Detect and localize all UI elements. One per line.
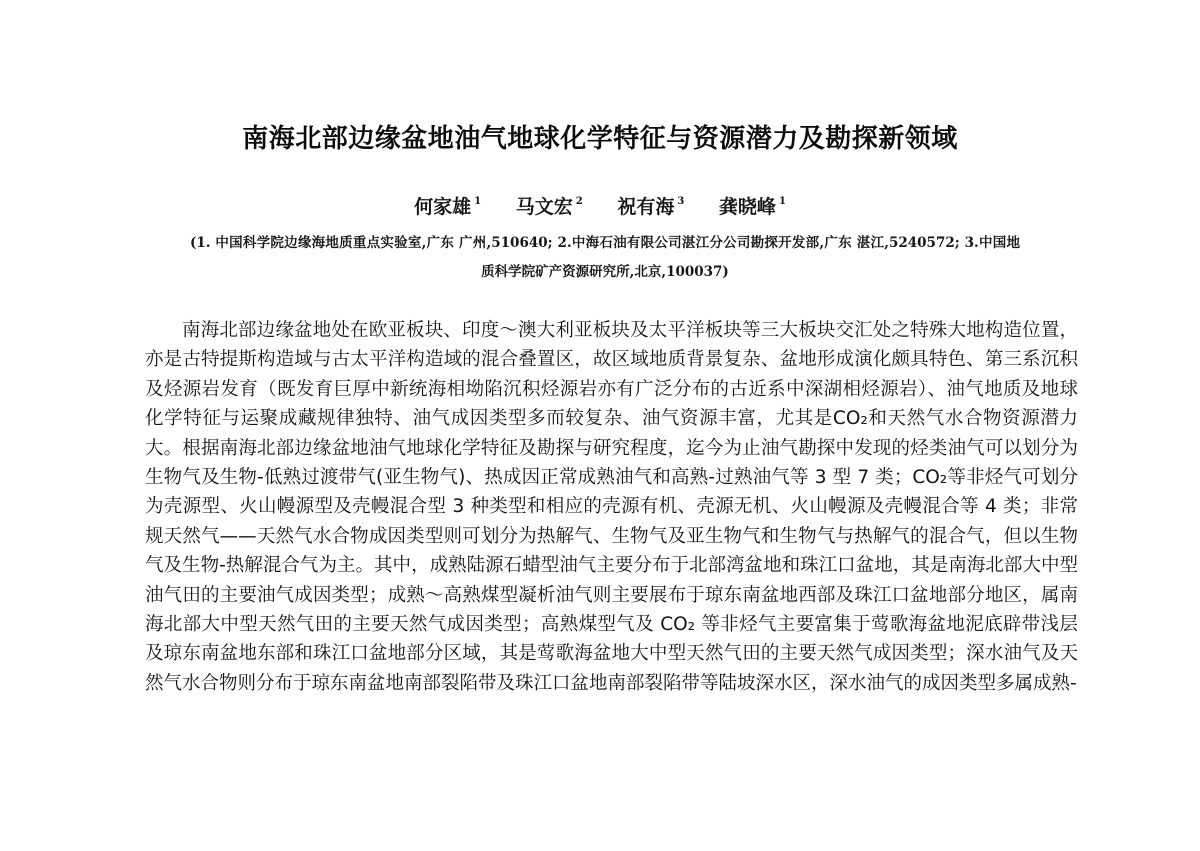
author <box>414 192 481 219</box>
affiliation-mark: 1 <box>474 196 482 207</box>
author-name: 马文宏 <box>515 196 573 218</box>
author-name: 祝有海 <box>617 196 675 218</box>
affiliation-mark: 3 <box>677 196 685 207</box>
author-name: 何家雄 <box>414 196 472 218</box>
paper-title: 南海北部边缘盆地油气地球化学特征与资源潜力及勘探新领域 <box>242 124 958 154</box>
abstract-paragraph: 南海北部边缘盆地处在欧亚板块、印度～澳大利亚板块及太平洋板块等三大板块交汇处之特殊大地构造位置，亦是古特提斯构造域与古太平洋构造域的混合叠置区，故区域地质背景复杂、盆地形成演化颇具特色、第三系沉积及烃源岩发育（既发育巨厚中新统海相坳陷沉积烃源岩亦有广泛分布的古近系中深湖相烃源岩）、油气地质及地球化学特征与运聚成藏规律独特、油气成因类型多而较复杂、油气资源丰富，尤其是CO₂和天然气水合物资源潜力大。根据南海北部边缘盆地油气地球化学特征及勘探与研究程度，迄今为止油气勘探中发现的烃类油气可以划分为生物气及生物-低熟过渡带气(亚生物气)、热成因正常成熟油气和高熟-过熟油气等 3 型 7 类；CO₂等非烃气可划分为壳源型、火山幔源型及壳幔混合型 3 种类型和相应的壳源有机、壳源无机、火山幔源及壳幔混合等 4 类；非常规天然气——天然气水合物成因类型则可划分为热解气、生物气及亚生物气和生物气与热解气的混合气，但以生物气及生物-热解混合气为主。其中，成熟陆源石蜡型油气主要分布于北部湾盆地和珠江口盆地，其是南海北部大中型油气田的主要油气成因类型；成熟～高熟煤型凝析油气则主要展布于琼东南盆地西部及珠江口盆地部分地区，属南海北部大中型天然气田的主要天然气成因类型；高熟煤型气及 CO₂ 等非烃气主要富集于莺歌海盆地泥底辟带浅层及琼东南盆地东部和珠江口盆地部分区域，其是莺歌海盆地大中型天然气田的主要天然气成因类型；深水油气及天然气水合物则分布于琼东南盆地南部裂陷带及珠江口盆地南部裂陷带等陆坡深水区，深水油气的成因类型多属成熟- <box>145 320 1078 694</box>
author <box>719 192 786 219</box>
author-list <box>0 192 1200 219</box>
author-name: 龚晓峰 <box>718 196 776 218</box>
affiliation-mark: 1 <box>778 196 786 207</box>
affiliations: (1. 中国科学院边缘海地质重点实验室,广东 广州,510640; 2.中海石油有限公司湛江分公司勘探开发部,广东 湛江,5240572; 3.中国地质科学院矿产资源研究所,北京,100037) <box>190 235 1020 280</box>
author <box>516 192 583 219</box>
affiliation-mark: 2 <box>575 196 583 207</box>
author <box>617 192 684 219</box>
